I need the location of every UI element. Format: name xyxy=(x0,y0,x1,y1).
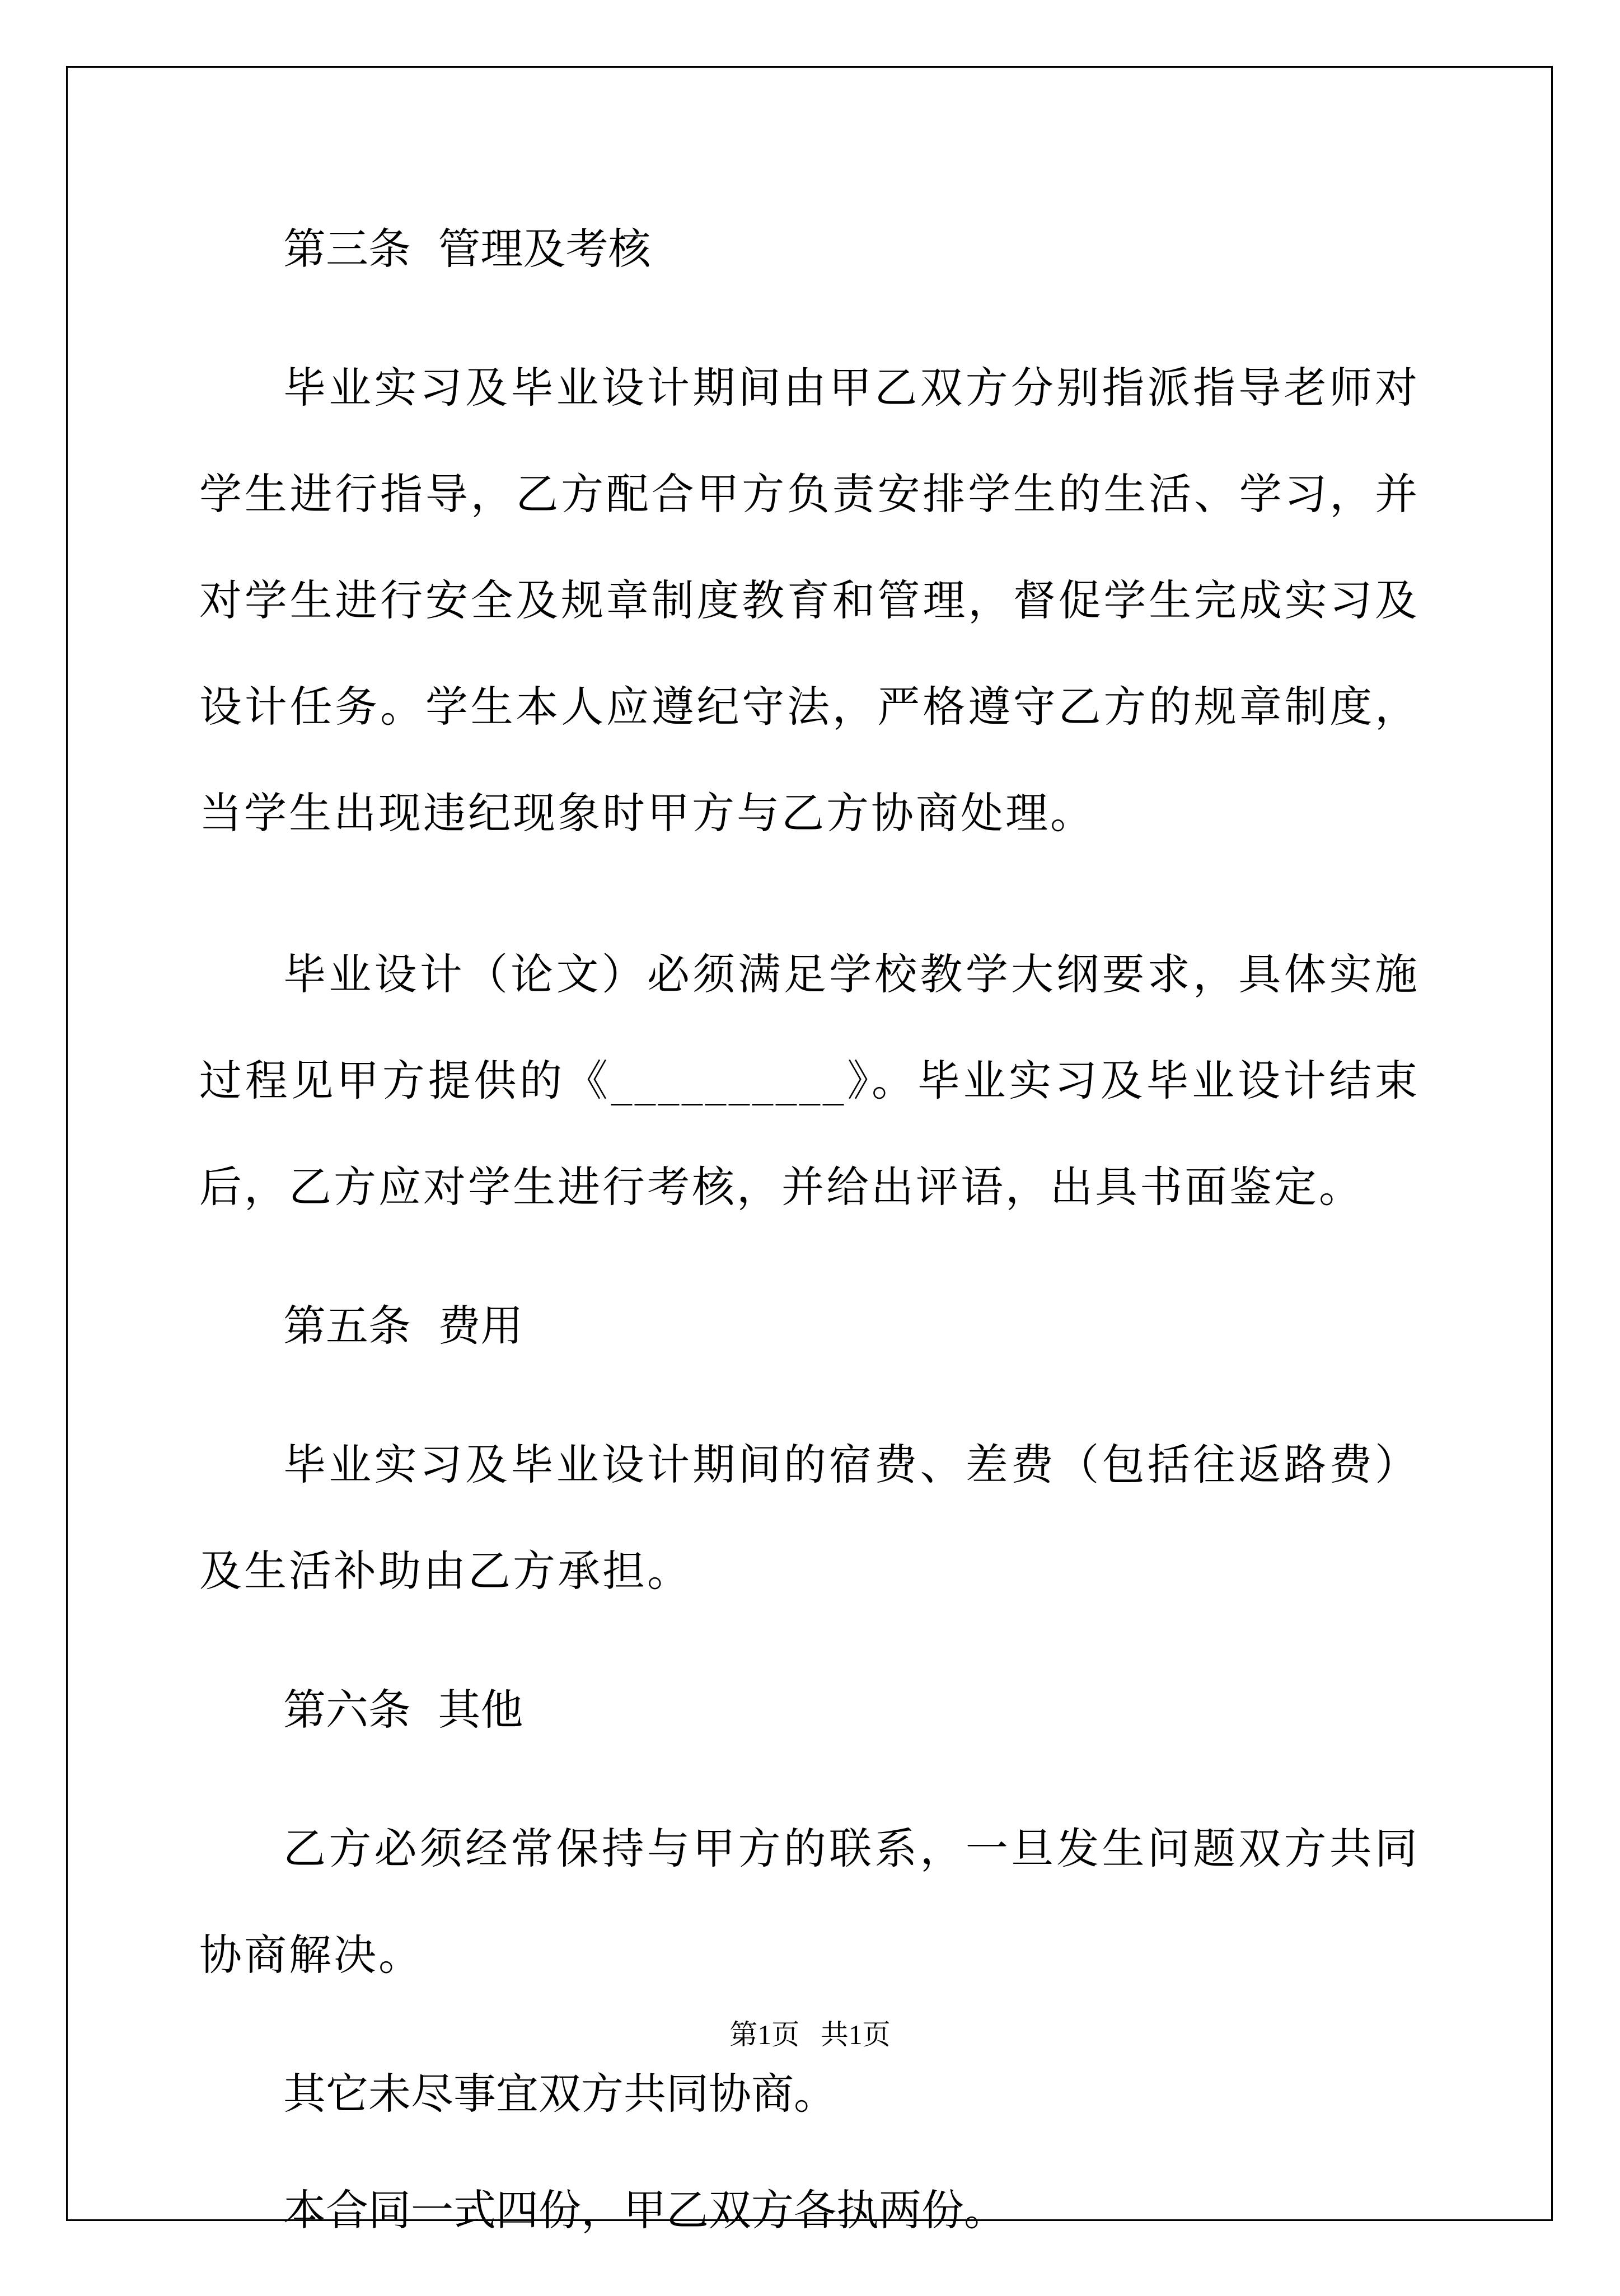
contact-paragraph: 乙方必须经常保持与甲方的联系，一旦发生问题双方共同协商解决。 xyxy=(199,1824,1420,1980)
document-body xyxy=(199,218,1420,2296)
thesis-paragraph: 毕业设计（论文）必须满足学校教学大纲要求，具体实施过程见甲方提供的《__________》。毕业实习及毕业设计结束后，乙方应对学生进行考核，并给出评语，出具书面鉴定。 xyxy=(199,949,1420,1212)
other-matters-line: 其它未尽事宜双方共同协商。 xyxy=(283,2069,836,2119)
copies-line: 本合同一式四份，甲乙双方各执两份。 xyxy=(283,2185,1006,2235)
fees-paragraph: 毕业实习及毕业设计期间的宿费、差费（包括往返路费）及生活补助由乙方承担。 xyxy=(199,1440,1420,1596)
article-3-heading: 第三条 管理及考核 xyxy=(283,224,651,274)
management-paragraph: 毕业实习及毕业设计期间由甲乙双方分别指派指导老师对学生进行指导，乙方配合甲方负责安排学生的生活、学习，并对学生进行安全及规章制度教育和管理，督促学生完成实习及设计任务。学生本人应遵纪守法，严格遵守乙方的规章制度，当学生出现违纪现象时甲方与乙方协商处理。 xyxy=(199,363,1420,838)
article-5-heading: 第五条 费用 xyxy=(283,1301,523,1351)
article-6-heading: 第六条 其他 xyxy=(283,1685,523,1735)
page-footer: 第1页 共1页 xyxy=(729,2019,891,2050)
